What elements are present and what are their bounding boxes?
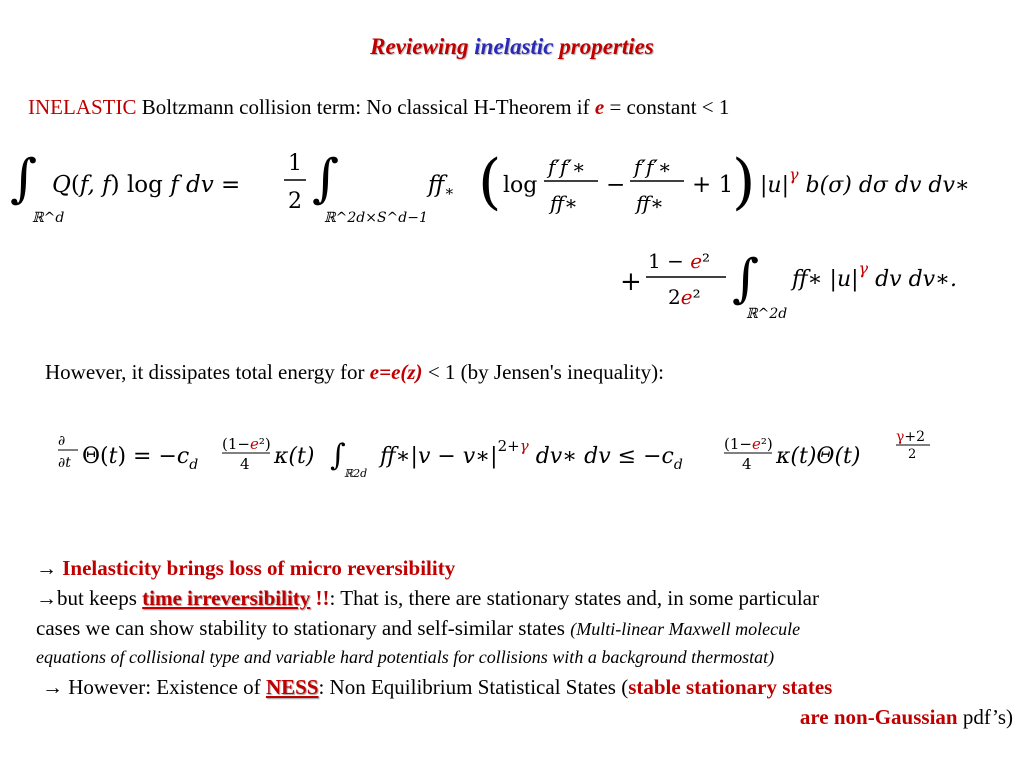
paren-close: ) bbox=[732, 147, 756, 217]
bullet-3-italic: (Multi-linear Maxwell molecule bbox=[570, 619, 801, 639]
eq2-exp-den: 2 bbox=[908, 447, 917, 462]
line2-sub: ℝ^2d bbox=[746, 306, 788, 322]
bullet-5-pre: However: Existence of bbox=[63, 675, 266, 699]
bullet-5-mid: : Non Equilibrium Statistical States ( bbox=[318, 675, 629, 699]
line2-den: 2e² bbox=[668, 285, 701, 309]
bullet-2-post: : That is, there are stationary states and, in some particular bbox=[329, 586, 819, 610]
minus: − bbox=[606, 172, 626, 198]
eq2-frac-num-2: (1−e²) bbox=[724, 435, 773, 453]
title-part3: properties bbox=[553, 34, 654, 59]
line2-num: 1 − e² bbox=[648, 249, 711, 273]
bullet-5-red: stable stationary states bbox=[628, 675, 833, 699]
bullet-1 bbox=[36, 556, 455, 581]
bullet-2-pre: but keeps bbox=[57, 586, 143, 610]
arrow-icon: → bbox=[36, 556, 57, 580]
eq2-frac-den: 4 bbox=[240, 455, 250, 473]
energy-ez: e=e(z) bbox=[369, 360, 423, 384]
energy-line bbox=[45, 360, 664, 385]
tail-expr: $|u|^\gamma$ b(σ) dσ dv dv∗ bbox=[760, 165, 970, 198]
title-part2: inelastic bbox=[474, 34, 554, 59]
eq2-tail: κ(t)Θ(t) bbox=[776, 444, 861, 469]
frac-num: 1 bbox=[288, 151, 302, 176]
ness-term: NESS bbox=[265, 675, 319, 699]
intro-e: e bbox=[594, 95, 605, 119]
time-irreversibility: time irreversibility bbox=[142, 586, 311, 610]
eq2-body: ff∗|v − $v∗|^{2+}\gamma$ dv∗ dv ≤ $-c_d$ bbox=[380, 437, 683, 473]
ff-star: ff∗ bbox=[428, 172, 455, 200]
eq2-frac-num: (1−e²) bbox=[222, 435, 271, 453]
eq2-exp-gamma: γ+2 bbox=[896, 429, 926, 445]
arrow-icon: → bbox=[42, 675, 63, 699]
energy-equation bbox=[58, 425, 958, 495]
eq2-lhs: $\Theta(t) = -c_d$ bbox=[82, 444, 199, 473]
bullet-6-post: pdf’s) bbox=[957, 705, 1013, 729]
bullet-1-text: Inelasticity brings loss of micro reversibility bbox=[62, 556, 456, 580]
intro-line bbox=[28, 95, 729, 120]
int-sub: ℝ^2d×S^d−1 bbox=[324, 210, 428, 226]
den-2: ff∗ bbox=[636, 191, 664, 215]
num-2: f′f′∗ bbox=[634, 155, 672, 179]
frac-den: 2 bbox=[288, 189, 302, 214]
integral-sign-1: ∫ bbox=[10, 149, 38, 209]
slide-title bbox=[0, 34, 1024, 60]
bullet-3 bbox=[42, 675, 832, 700]
integral-sign-2: ∫ bbox=[312, 149, 340, 209]
log-word: log bbox=[503, 173, 538, 198]
bullet-3-text: cases we can show stability to stationary and self-similar states bbox=[36, 616, 571, 640]
eq2-frac-den-2: 4 bbox=[742, 455, 752, 473]
bullet-6-red: are non-Gaussian bbox=[799, 705, 958, 729]
intro-middle: Boltzmann collision term: No classical H-Theorem if bbox=[136, 95, 595, 119]
bullet-2 bbox=[36, 586, 819, 611]
integral-sign-3: ∫ bbox=[732, 249, 760, 309]
bullet-4-italic: equations of collisional type and variable hard potentials for collisions with a background thermostat) bbox=[36, 647, 775, 667]
partial-num: ∂ bbox=[58, 433, 66, 449]
bullet-2-cont bbox=[36, 616, 800, 641]
plus-sign: + bbox=[620, 267, 642, 297]
title-part1: Reviewing bbox=[370, 34, 475, 59]
bullet-2-excl: !! bbox=[310, 586, 330, 610]
intro-suffix: = constant < 1 bbox=[604, 95, 730, 119]
arrow-icon: → bbox=[36, 586, 57, 610]
bullet-2-italic-line bbox=[36, 647, 774, 668]
eq2-int-sub: ℝ2d bbox=[344, 467, 368, 480]
collision-equation bbox=[8, 140, 1008, 330]
bullet-3-cont bbox=[800, 705, 1013, 730]
lhs-sub: ℝ^d bbox=[32, 210, 65, 226]
den-1: ff∗ bbox=[550, 191, 578, 215]
paren-open: ( bbox=[478, 147, 502, 217]
num-1: f′f′∗ bbox=[548, 155, 586, 179]
energy-prefix: However, it dissipates total energy for bbox=[45, 360, 370, 384]
line2-body: ff∗ $|u|^\gamma$ dv dv∗. bbox=[792, 259, 958, 292]
partial-den: ∂t bbox=[58, 455, 71, 471]
intro-prefix: INELASTIC bbox=[28, 95, 137, 119]
lhs-expr: Q(f, f) log f dv = bbox=[52, 172, 241, 198]
energy-suffix: < 1 (by Jensen's inequality): bbox=[422, 360, 664, 384]
plus-one: + 1 bbox=[692, 172, 734, 198]
eq2-kappa: κ(t) bbox=[274, 444, 315, 469]
eq2-integral: ∫ bbox=[330, 438, 346, 473]
